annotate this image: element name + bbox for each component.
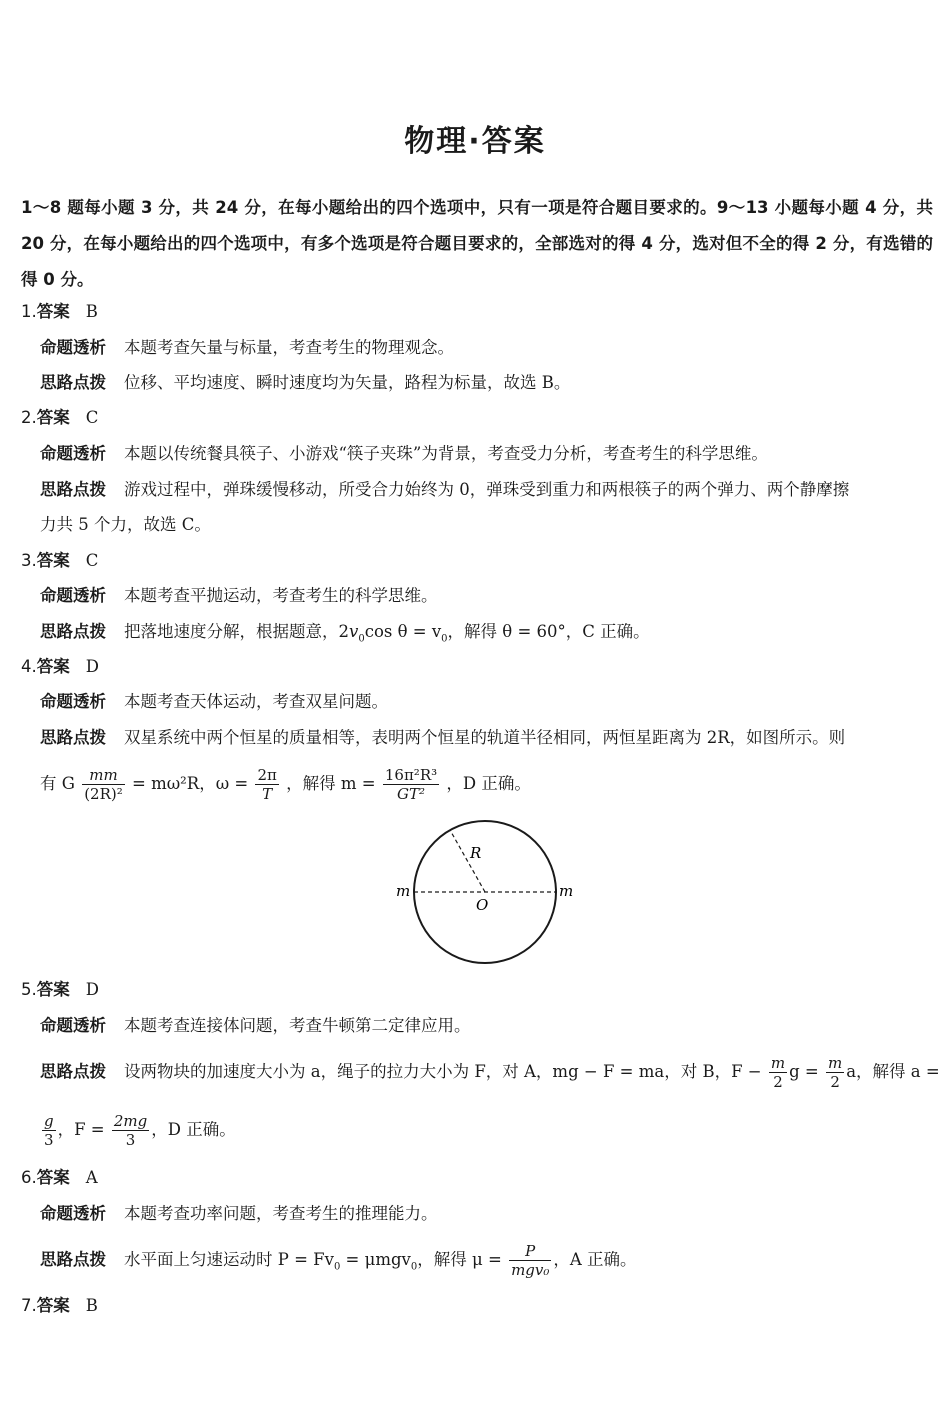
q1-analysis-line: 命题透析 本题考查矢量与标量，考查考生的物理观念。 [40, 338, 454, 357]
q5-answer-line: 5.答案 D [21, 980, 99, 999]
q6-analysis-line: 命题透析 本题考查功率问题，考查考生的推理能力。 [40, 1204, 438, 1223]
q5-analysis-line: 命题透析 本题考查连接体问题，考查牛顿第二定律应用。 [40, 1016, 471, 1035]
binary-star-diagram [390, 818, 580, 966]
label-O: O [476, 896, 489, 914]
q2-hint: 游戏过程中，弹珠缓慢移动，所受合力始终为 0，弹珠受到重力和两根筷子的两个弹力、两个静摩擦 [124, 480, 850, 499]
q1-analysis: 本题考查矢量与标量，考查考生的物理观念。 [124, 338, 454, 357]
page-title: 物理·答案 [404, 124, 546, 159]
q4-answer: D [85, 657, 99, 676]
q2-analysis: 本题以传统餐具筷子、小游戏“筷子夹珠”为背景，考查受力分析，考查考生的科学思维。 [124, 444, 768, 463]
q4-hint: 双星系统中两个恒星的质量相等，表明两个恒星的轨道半径相同，两恒星距离为 2R，如图所示。则 [124, 728, 846, 747]
q2-hint-line2: 力共 5 个力，故选 C。 [40, 515, 211, 534]
label-m-right: m [559, 882, 574, 900]
q3-hint-c: ，解得 θ = 60°，C 正确。 [447, 622, 650, 641]
q5-hint-line2: $\frac{g}{3}$ ，F = $\frac{2mg}{3}$ ，D 正确。 [44, 1112, 236, 1149]
q4-hint-line: 思路点拨 双星系统中两个恒星的质量相等，表明两个恒星的轨道半径相同，两恒星距离为 2R，如图所示。则 [40, 728, 846, 747]
q2-answer-line: 2.答案 C [21, 408, 99, 427]
label-R: R [470, 844, 482, 862]
q7-answer: B [85, 1296, 98, 1315]
q2-analysis-line: 命题透析 本题以传统餐具筷子、小游戏“筷子夹珠”为背景，考查受力分析，考查考生的科学思维。 [40, 444, 768, 463]
q6-hint-line: 思路点拨 水平面上匀速运动时 $P = Fv_0 = \mu mgv_0$，解得 μ = $\frac{P}{\text{mgv₀}}$ ，A 正确。 [40, 1242, 637, 1279]
q4-analysis-line: 命题透析 本题考查天体运动，考查双星问题。 [40, 692, 388, 711]
q3-analysis: 本题考查平抛运动，考查考生的科学思维。 [124, 586, 438, 605]
q4-formula-line: 有 G $\frac{mm}{\text{(2R)²}}$ = mω²R，ω = $\frac{2\pi}{T}$ ，解得 m = $\frac{\text{16π²R³}}{\text{GT²}}$ ，D 正确。 [40, 766, 531, 803]
q6-answer: A [85, 1168, 98, 1187]
q1-hint: 位移、平均速度、瞬时速度均为矢量，路程为标量，故选 B。 [124, 373, 571, 392]
q3-hint-a: 把落地速度分解，根据题意，2 [124, 622, 349, 641]
q7-answer-line: 7.答案 B [21, 1296, 98, 1315]
q4-analysis: 本题考查天体运动，考查双星问题。 [124, 692, 388, 711]
q4-answer-line: 4.答案 D [21, 657, 99, 676]
q3-answer-line: 3.答案 C [21, 551, 99, 570]
q3-answer: C [85, 551, 99, 570]
q3-hint-b: cos θ = v [364, 622, 442, 641]
q5-analysis: 本题考查连接体问题，考查牛顿第二定律应用。 [124, 1016, 471, 1035]
q5-hint-line: 思路点拨 设两物块的加速度大小为 a，绳子的拉力大小为 F，对 A，mg − F = ma，对 B，F − $\frac{m}{2}$ g = $\frac{m}{2}$ a，解得 a = [40, 1054, 940, 1091]
q3-analysis-line: 命题透析 本题考查平抛运动，考查考生的科学思维。 [40, 586, 438, 605]
q4-frac-force: $\frac{mm}{\text{(2R)²}}$ [84, 766, 123, 803]
q1-answer: B [85, 302, 98, 321]
label-m-left: m [396, 882, 411, 900]
scoring-instructions: 1～8 题每小题 3 分，共 24 分，在每小题给出的四个选项中，只有一项是符合题目要求的。9～13 小题每小题 4 分，共 20 分，在每小题给出的四个选项中，有多个选项是符合题目要求的，全部选对的得 4 分，选对但不全的得 2 分，有选错的得 0 分。 [21, 198, 933, 289]
q1-answer-line: 1.答案 B [21, 302, 98, 321]
q5-answer: D [85, 980, 99, 999]
q2-hint-line: 思路点拨 游戏过程中，弹珠缓慢移动，所受合力始终为 0，弹珠受到重力和两根筷子的两个弹力、两个静摩擦 [40, 480, 850, 499]
q6-analysis: 本题考查功率问题，考查考生的推理能力。 [124, 1204, 438, 1223]
q4-frac-mass: $\frac{\text{16π²R³}}{\text{GT²}}$ [384, 766, 438, 803]
q1-hint-line: 思路点拨 位移、平均速度、瞬时速度均为矢量，路程为标量，故选 B。 [40, 373, 571, 392]
q4-frac-omega: $\frac{2\pi}{T}$ [257, 766, 277, 803]
q6-answer-line: 6.答案 A [21, 1168, 98, 1187]
q2-answer: C [85, 408, 99, 427]
q3-hint-line: 思路点拨 把落地速度分解，根据题意，$2v_0\cos$ $\theta = v_0$，解得 θ = 60°，C 正确。 [40, 622, 650, 645]
